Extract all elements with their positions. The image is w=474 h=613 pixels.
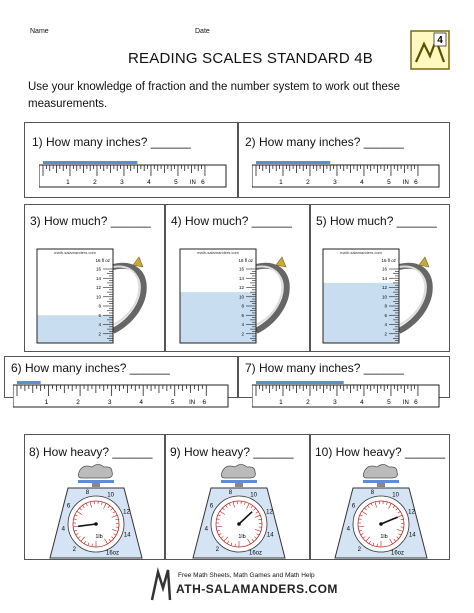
dial-number: 10 [250,492,257,499]
measure-bar [256,161,330,164]
dial-mid-label: 1lb [238,534,246,540]
jug-scale-number: 14 [381,275,387,281]
jug-site-text: math-salamanders.com [340,250,382,255]
measure-bar [17,381,41,384]
salamander-icon [148,566,172,602]
jug-scale-number: 12 [95,285,101,290]
grade-badge [410,30,450,70]
ruler-number: 1 [66,179,70,186]
dial-number: 6 [209,503,214,510]
jug-scale-number: 14 [95,275,101,281]
ruler-number: 3 [107,399,112,406]
dial-number: 16oz [390,550,405,557]
jug-scale-number: 6 [384,312,387,318]
jug-scale-number: 4 [241,322,244,327]
kitchen-scale-9 [181,464,296,559]
dial-number: 10 [107,492,114,499]
ruler-number: 4 [139,399,143,406]
salamander-logo-icon [410,30,450,70]
kitchen-scale-10 [323,464,438,559]
question-box-6 [4,356,238,406]
ruler-number: 4 [147,179,151,186]
scale-plate [363,480,399,483]
question-3-label: 3) How much? ______ [30,214,151,228]
question-box-3 [24,204,165,352]
dial-center [94,522,98,526]
ruler-number: 1 [44,399,49,406]
ruler-number: 2 [93,179,97,186]
question-7-label: 7) How many inches? ______ [245,361,404,375]
jug-handle [113,266,144,331]
spout-icon [276,257,286,267]
ruler-number: 2 [76,399,80,406]
ruler-number: 6 [414,399,418,406]
jug-handle [256,266,287,331]
jug-scale-number: 8 [241,303,244,309]
jug-scale-number: 8 [384,303,387,309]
dial-number: 4 [61,526,65,533]
dial-number: 8 [85,490,90,497]
dial-center [237,522,241,526]
dial-center [379,522,383,526]
scale-stem [235,483,243,487]
ruler-unit: IN [189,180,196,186]
liquid [180,292,256,343]
ruler-number: 5 [174,179,178,186]
ruler-number: 3 [333,179,337,186]
ruler-unit: IN [189,400,196,406]
scale-stem [92,483,100,487]
ruler-number: 2 [306,399,310,406]
ruler-6 [13,379,229,409]
dial-number: 14 [266,532,274,539]
dial-number: 6 [66,503,71,510]
question-box-5 [310,204,450,352]
liquid [323,283,399,343]
dial-number: 16oz [105,550,120,557]
question-5-label: 5) How much? ______ [316,214,437,228]
dial-number: 12 [266,509,273,516]
jug-scale-number: 4 [98,322,101,327]
question-box-2 [238,122,450,198]
ruler-number: 5 [387,399,391,406]
jug-scale-number: 4 [384,322,387,327]
ruler-number: 6 [414,179,418,186]
question-4-label: 4) How much? ______ [171,214,292,228]
dial-number: 4 [204,526,208,533]
food-icon [78,465,112,479]
jug-scale-number: 16 [95,266,101,272]
question-2-label: 2) How many inches? ______ [245,135,404,149]
ruler-1 [39,159,227,189]
jug-scale-number: 14 [238,275,244,281]
dial-number: 10 [392,492,399,499]
question-box-9 [165,434,310,560]
dial-mid-label: 1lb [380,534,388,540]
jug-top-label: 16 fl oz [381,258,396,263]
name-label: Name [30,28,49,35]
ruler-number: 6 [202,399,207,406]
dial-number: 8 [228,490,233,497]
liquid [37,312,113,343]
ruler-7 [252,379,440,409]
jug-scale-number: 12 [238,285,244,290]
dial-number: 2 [215,546,219,553]
measuring-jug-5 [319,235,444,347]
question-10-label: 10) How heavy? ______ [315,445,446,459]
jug-site-text: math-salamanders.com [197,250,239,255]
food-icon [363,465,397,479]
question-box-4 [165,204,310,352]
ruler-number: 5 [170,399,175,406]
jug-scale-number: 10 [95,294,101,300]
dial-number: 6 [351,503,356,510]
scale-plate [221,480,257,483]
question-box-10 [310,434,450,560]
salamander-footer-logo [148,566,172,602]
scale-plate [78,480,114,483]
dial-number: 2 [357,546,361,553]
ruler-number: 3 [333,399,337,406]
jug-scale-number: 2 [384,331,387,337]
measure-bar [256,381,344,384]
scale-stem [377,483,385,487]
date-label: Date [195,28,210,35]
jug-site-text: math-salamanders.com [54,250,96,255]
grade-number: 4 [437,35,443,46]
measuring-jug-3 [33,235,158,347]
measuring-jug-4 [176,235,301,347]
page-title: READING SCALES STANDARD 4B [128,50,373,67]
dial-number: 14 [408,532,416,539]
jug-scale-number: 6 [98,312,101,318]
dial-number: 16oz [248,550,263,557]
ruler-number: 1 [279,399,283,406]
jug-scale-number: 10 [381,294,387,300]
jug-scale-number: 16 [381,266,387,272]
question-box-7 [238,356,450,406]
jug-top-label: 16 fl oz [238,258,253,263]
ruler-unit: IN [402,180,409,186]
food-icon [221,465,255,479]
ruler-number: 1 [279,179,283,186]
ruler-number: 5 [387,179,391,186]
jug-scale-number: 16 [238,266,244,272]
ruler-unit: IN [402,400,409,406]
ruler-number: 2 [306,179,310,186]
ruler-number: 4 [360,179,364,186]
jug-scale-number: 10 [238,294,244,300]
dial-number: 8 [370,490,375,497]
dial-number: 12 [408,509,415,516]
footer-tagline: Free Math Sheets, Math Games and Math Help [178,572,315,579]
dial-number: 4 [346,526,350,533]
jug-scale-number: 6 [241,312,244,318]
dial-mid-label: 1lb [95,534,103,540]
dial-number: 12 [123,509,130,516]
jug-scale-number: 2 [241,331,244,337]
question-1-label: 1) How many inches? ______ [32,135,191,149]
ruler-2 [252,159,440,189]
spout-icon [133,257,143,267]
jug-handle [399,266,430,331]
measure-bar [43,161,137,164]
question-box-1 [24,122,238,198]
question-6-label: 6) How many inches? ______ [11,361,170,375]
ruler-number: 3 [120,179,124,186]
dial-number: 14 [123,532,131,539]
jug-top-label: 16 fl oz [95,258,110,263]
spout-icon [419,257,429,267]
dial-number: 2 [72,546,76,553]
ruler-number: 6 [201,179,205,186]
jug-scale-number: 8 [98,303,101,309]
question-9-label: 9) How heavy? ______ [170,445,294,459]
ruler-number: 4 [360,399,364,406]
question-8-label: 8) How heavy? ______ [29,445,153,459]
kitchen-scale-8 [38,464,153,559]
jug-scale-number: 12 [381,285,387,290]
footer-brand: ATH-SALAMANDERS.COM [176,582,338,596]
question-box-8 [24,434,165,560]
jug-scale-number: 2 [98,331,101,337]
instructions: Use your knowledge of fraction and the number system to work out these measurements. [28,81,401,110]
